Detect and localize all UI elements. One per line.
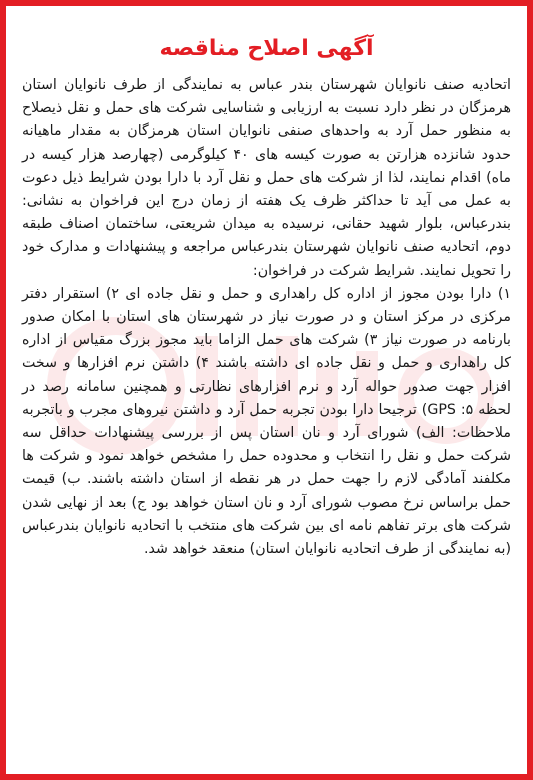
notice-title: آگهی اصلاح مناقصه bbox=[159, 36, 374, 61]
notice-body bbox=[22, 74, 511, 561]
notice-paragraph-intro: اتحادیه صنف نانوایان شهرستان بندر عباس به نمایندگی از طرف نانوایان استان هرمزگان در نظر دارد نسبت به ارزیابی و شناسایی شرکت های حمل و نقل ذیصلاح به منظور حمل آرد به واحدهای صنفی نانوایان استان هرمزگان به مقدار ماهیانه حدود شانزده هزارتن به صورت کیسه های ۴۰ کیلوگرمی (چهارصد هزار کیسه در ماه) اقدام نمایند، لذا از شرکت های حمل و نقل آرد با دارا بودن شرایط ذیل دعوت به عمل می آید تا حداکثر ظرف یک هفته از زمان درج این فراخوان به نشانی: بندرعباس، بلوار شهید حقانی، نرسیده به میدان شریعتی، ساختمان اصناف طبقه دوم، اتحادیه صنف نانوایان شهرستان بندرعباس مراجعه و پیشنهادات و مدارک خود را تحویل نمایند. شرایط شرکت در فراخوان: bbox=[22, 77, 511, 279]
notice-paragraph-conditions: ۱) دارا بودن مجوز از اداره کل راهداری و حمل و نقل جاده ای ۲) استقرار دفتر مرکزی در مرکز استان و در صورت نیاز در شهرستان های استان با امکان صدور بارنامه در صورت نیاز ۳) شرکت های حمل الزاما باید مجوز بزرگ مقیاس از اداره کل راهداری و حمل و نقل جاده ای داشته باشند ۴) داشتن نرم افزارها و سخت افزار جهت صدور حواله آرد و نرم افزارهای نظارتی و همچنین سامانه رصد در لحظه GPS :۵) ترجیحا دارا بودن تجربه حمل آرد و داشتن نیروهای مجرب و باتجربه ملاحظات: الف) شورای آرد و نان استان پس از بررسی پیشنهادات حداقل سه شرکت حمل و نقل را انتخاب و محدوده حمل را مشخص خواهد نمود و شرکت ها مکلفند آمادگی لازم را جهت حمل در هر نقطه از استان داشته باشند. ب) قیمت حمل براساس نرخ مصوب شورای آرد و نان استان خواهد بود ج) بعد از نهایی شدن شرکت های برتر تفاهم نامه ای بین شرکت های منتخب با اتحادیه نانوایان بندرعباس (به نمایندگی از طرف اتحادیه نانوایان استان) منعقد خواهد شد. bbox=[22, 285, 511, 558]
